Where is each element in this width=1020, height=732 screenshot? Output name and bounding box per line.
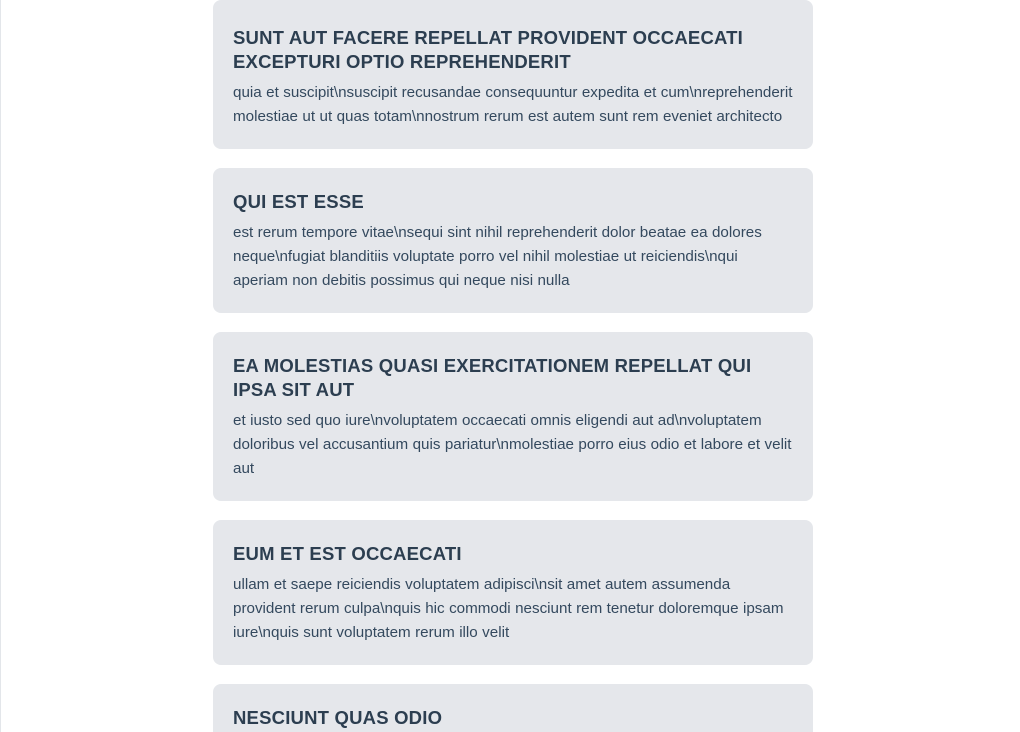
left-divider [0, 0, 1, 732]
post-title: EUM ET EST OCCAECATI [233, 543, 462, 565]
post-card[interactable] [213, 520, 813, 665]
post-body: et iusto sed quo iure\nvoluptatem occaecati omnis eligendi aut ad\nvoluptatem doloribus vel accusantium quis pariatur\nmolestiae porro eius odio et labore et velit aut [233, 411, 792, 478]
post-title: EA MOLESTIAS QUASI EXERCITATIONEM REPELLAT QUI IPSA SIT AUT [233, 355, 752, 401]
post-card[interactable] [213, 684, 813, 732]
post-title: QUI EST ESSE [233, 191, 364, 213]
post-body: quia et suscipit\nsuscipit recusandae consequuntur expedita et cum\nreprehenderit molestiae ut ut quas totam\nnostrum rerum est autem sunt rem eveniet architecto [233, 83, 793, 125]
post-title: NESCIUNT QUAS ODIO [233, 707, 443, 729]
post-list [213, 0, 813, 732]
post-title: SUNT AUT FACERE REPELLAT PROVIDENT OCCAECATI EXCEPTURI OPTIO REPREHENDERIT [233, 27, 744, 73]
post-card[interactable] [213, 168, 813, 313]
post-body: est rerum tempore vitae\nsequi sint nihil reprehenderit dolor beatae ea dolores neque\nfugiat blanditiis voluptate porro vel nihil molestiae ut reiciendis\nqui aperiam non debitis possimus qui neque nisi nulla [233, 223, 762, 289]
post-card[interactable] [213, 332, 813, 501]
post-body: ullam et saepe reiciendis voluptatem adipisci\nsit amet autem assumenda provident rerum culpa\nquis hic commodi nesciunt rem tenetur doloremque ipsam iure\nquis sunt voluptatem rerum illo velit [233, 575, 784, 642]
post-card[interactable] [213, 0, 813, 149]
